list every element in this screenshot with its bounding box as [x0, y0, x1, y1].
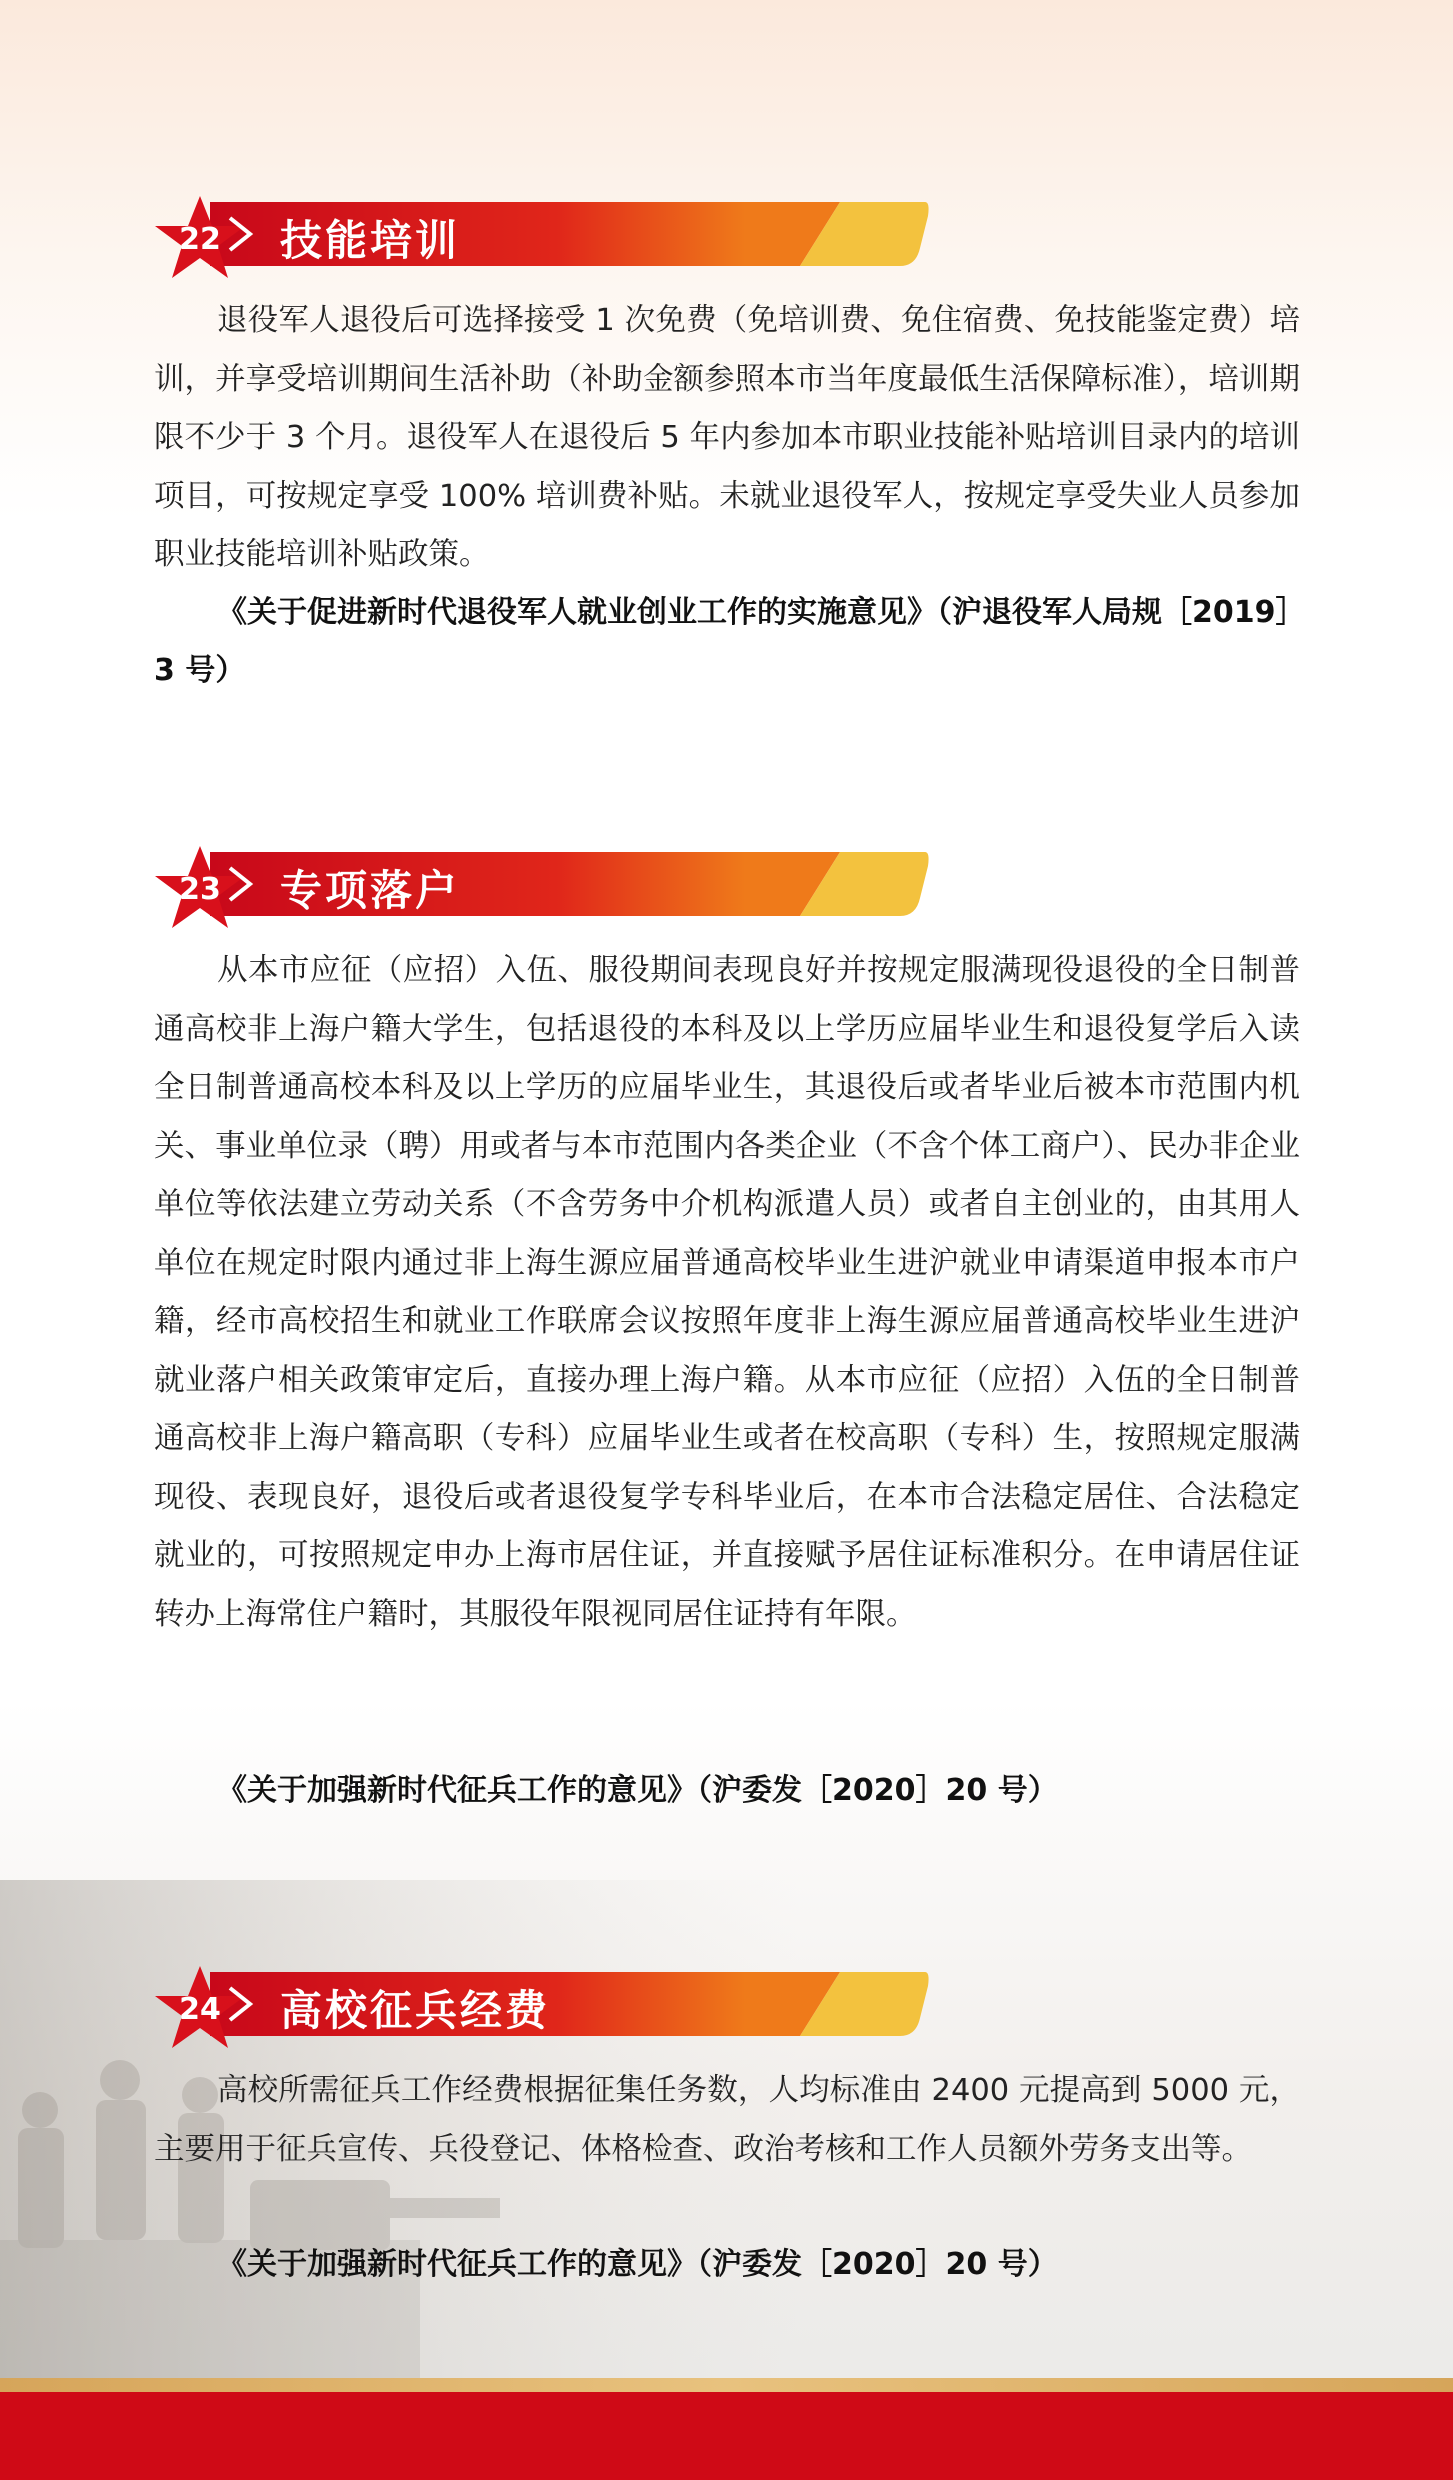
section-banner [150, 1966, 930, 2056]
section-number: 22 [179, 222, 221, 257]
section-title: 专项落户 [280, 866, 461, 915]
section-title: 技能培训 [280, 216, 461, 265]
section-banner [150, 196, 930, 286]
section-body: 高校所需征兵工作经费根据征集任务数，人均标准由 2400 元提高到 5000 元，主要用于征兵宣传、兵役登记、体格检查、政治考核和工作人员额外劳务支出等。 [154, 2073, 1300, 2167]
banner-ribbon [150, 196, 930, 286]
policy-reference: 《关于加强新时代征兵工作的意见》（沪委发［2020］20 号） [217, 2247, 1058, 2282]
section-body: 退役军人退役后可选择接受 1 次免费（免培训费、免住宿费、免技能鉴定费）培训，并享受培训期间生活补助（补助金额参照本市当年度最低生活保障标准），培训期限不少于 3 个月。退役军人在退役后 5 年内参加本市职业技能补贴培训目录内的培训项目，可按规定享受 100% 培训费补贴。未就业退役军人，按规定享受失业人员参加职业技能培训补贴政策。 [154, 303, 1300, 572]
policy-reference: 《关于促进新时代退役军人就业创业工作的实施意见》（沪退役军人局规［2019］3 号） [154, 595, 1291, 688]
policy-reference: 《关于加强新时代征兵工作的意见》（沪委发［2020］20 号） [217, 1773, 1058, 1808]
section-number: 23 [179, 872, 221, 907]
section-title: 高校征兵经费 [280, 1986, 551, 2035]
section-banner [150, 846, 930, 936]
footer-red-band [0, 2392, 1453, 2480]
section-number: 24 [179, 1992, 221, 2027]
footer-gold-stripe [0, 2378, 1453, 2392]
section-body: 从本市应征（应招）入伍、服役期间表现良好并按规定服满现役退役的全日制普通高校非上海户籍大学生，包括退役的本科及以上学历应届毕业生和退役复学后入读全日制普通高校本科及以上学历的应届毕业生，其退役后或者毕业后被本市范围内机关、事业单位录（聘）用或者与本市范围内各类企业（不含个体工商户）、民办非企业单位等依法建立劳动关系（不含劳务中介机构派遣人员）或者自主创业的，由其用人单位在规定时限内通过非上海生源应届普通高校毕业生进沪就业申请渠道申报本市户籍，经市高校招生和就业工作联席会议按照年度非上海生源应届普通高校毕业生进沪就业落户相关政策审定后，直接办理上海户籍。从本市应征（应招）入伍的全日制普通高校非上海户籍高职（专科）应届毕业生或者在校高职（专科）生，按照规定服满现役、表现良好，退役后或者退役复学专科毕业后，在本市合法稳定居住、合法稳定就业的，可按照规定申办上海市居住证，并直接赋予居住证标准积分。在申请居住证转办上海常住户籍时，其服役年限视同居住证持有年限。 [154, 953, 1300, 1632]
banner-ribbon [150, 846, 930, 936]
